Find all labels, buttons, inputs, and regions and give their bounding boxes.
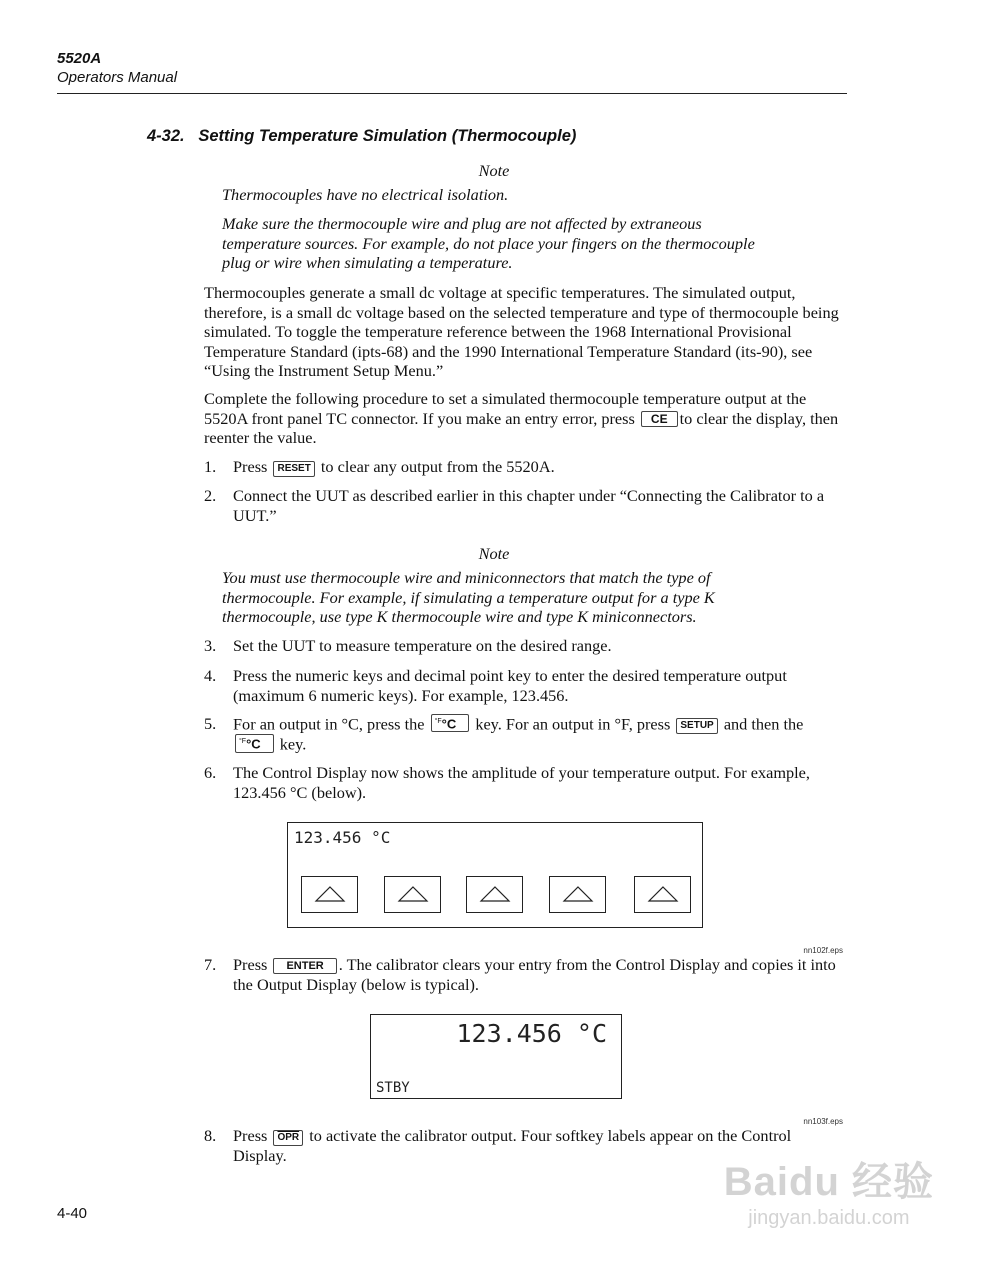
f-c-key: $^{^\circ F}$°C <box>235 734 274 752</box>
softkey-button[interactable] <box>301 876 358 913</box>
note-text: You must use thermocouple wire and miniconnectors that match the type of thermocouple. For example, if simulating a temperature output for a type K thermocouple, use type K thermocouple wire and type K miniconnectors. <box>222 568 715 626</box>
section-title: 4-32. Setting Temperature Simulation (Thermocouple) <box>147 127 577 145</box>
setup-key: SETUP <box>676 718 717 734</box>
softkey-button[interactable] <box>549 876 606 913</box>
list-item: 6. The Control Display now shows the amplitude of your temperature output. For example, 123.456 °C (below). <box>204 763 810 802</box>
opr-key: $\overline{OPR}$ <box>273 1130 303 1146</box>
list-item: 2. Connect the UUT as described earlier in this chapter under “Connecting the Calibrator to a UUT.” <box>204 486 825 525</box>
manual-model: 5520A <box>57 50 102 67</box>
output-display <box>370 1014 622 1099</box>
output-status: STBY <box>376 1080 410 1096</box>
list-item: 1. Press RESET to clear any output from the 5520A. <box>204 457 555 476</box>
figure-caption: nn102f.eps <box>803 946 843 955</box>
softkey-button[interactable] <box>466 876 523 913</box>
note-title: Note <box>478 161 510 180</box>
paragraph: Complete the following procedure to set a simulated thermocouple temperature output at the 5520A front panel TC connector. If you make an entry error, press CE to clear the display, then reenter the value. <box>204 389 839 447</box>
enter-key: ENTER <box>273 958 336 974</box>
note-text: Make sure the thermocouple wire and plug are not affected by extraneous temperature sources. For example, do not place your fingers on the thermocouple plug or wire when simulating a temperature. <box>222 214 755 272</box>
reset-key: RESET <box>273 461 314 477</box>
f-c-key: $^{^\circ F}$°C <box>431 714 470 732</box>
header-rule <box>57 93 847 94</box>
figure-caption: nn103f.eps <box>803 1117 843 1126</box>
list-item: 7. Press ENTER . The calibrator clears your entry from the Control Display and copies it into the Output Display (below is typical). <box>204 955 836 994</box>
manual-subtitle: Operators Manual <box>57 69 178 86</box>
list-item: 5. For an output in °C, press the $^{^\circ F}$°C key. For an output in °F, press SETUP and then the $^{^\circ F}$°C key. <box>204 714 804 754</box>
control-display-text: 123.456 °C <box>294 828 391 847</box>
paragraph: Thermocouples generate a small dc voltage at specific temperatures. The simulated output, therefore, is a small dc voltage based on the selected temperature and type of thermocouple being simulated. To toggle the temperature reference between the 1968 International Provisional Temperature Standard (ipts-68) and the 1990 International Temperature Standard (its-90), see “Using the Instrument Setup Menu.” <box>204 283 839 380</box>
note-title: Note <box>478 544 510 563</box>
note-text: Thermocouples have no electrical isolation. <box>222 185 509 204</box>
softkey-button[interactable] <box>384 876 441 913</box>
list-item: 8. Press $\overline{OPR}$ to activate the calibrator output. Four softkey labels appear on the Control Display. <box>204 1126 792 1165</box>
ce-key: CE <box>641 411 678 427</box>
baidu-watermark: Baidu 经验 jingyan.baidu.com <box>723 1160 934 1229</box>
list-item: 4. Press the numeric keys and decimal point key to enter the desired temperature output (maximum 6 numeric keys). For example, 123.456. <box>204 666 787 705</box>
list-item: 3. Set the UUT to measure temperature on the desired range. <box>204 636 612 655</box>
page-number: 4-40 <box>57 1205 88 1222</box>
softkey-button[interactable] <box>634 876 691 913</box>
output-value: 123.456 °C <box>456 1019 607 1048</box>
control-display <box>287 822 703 928</box>
